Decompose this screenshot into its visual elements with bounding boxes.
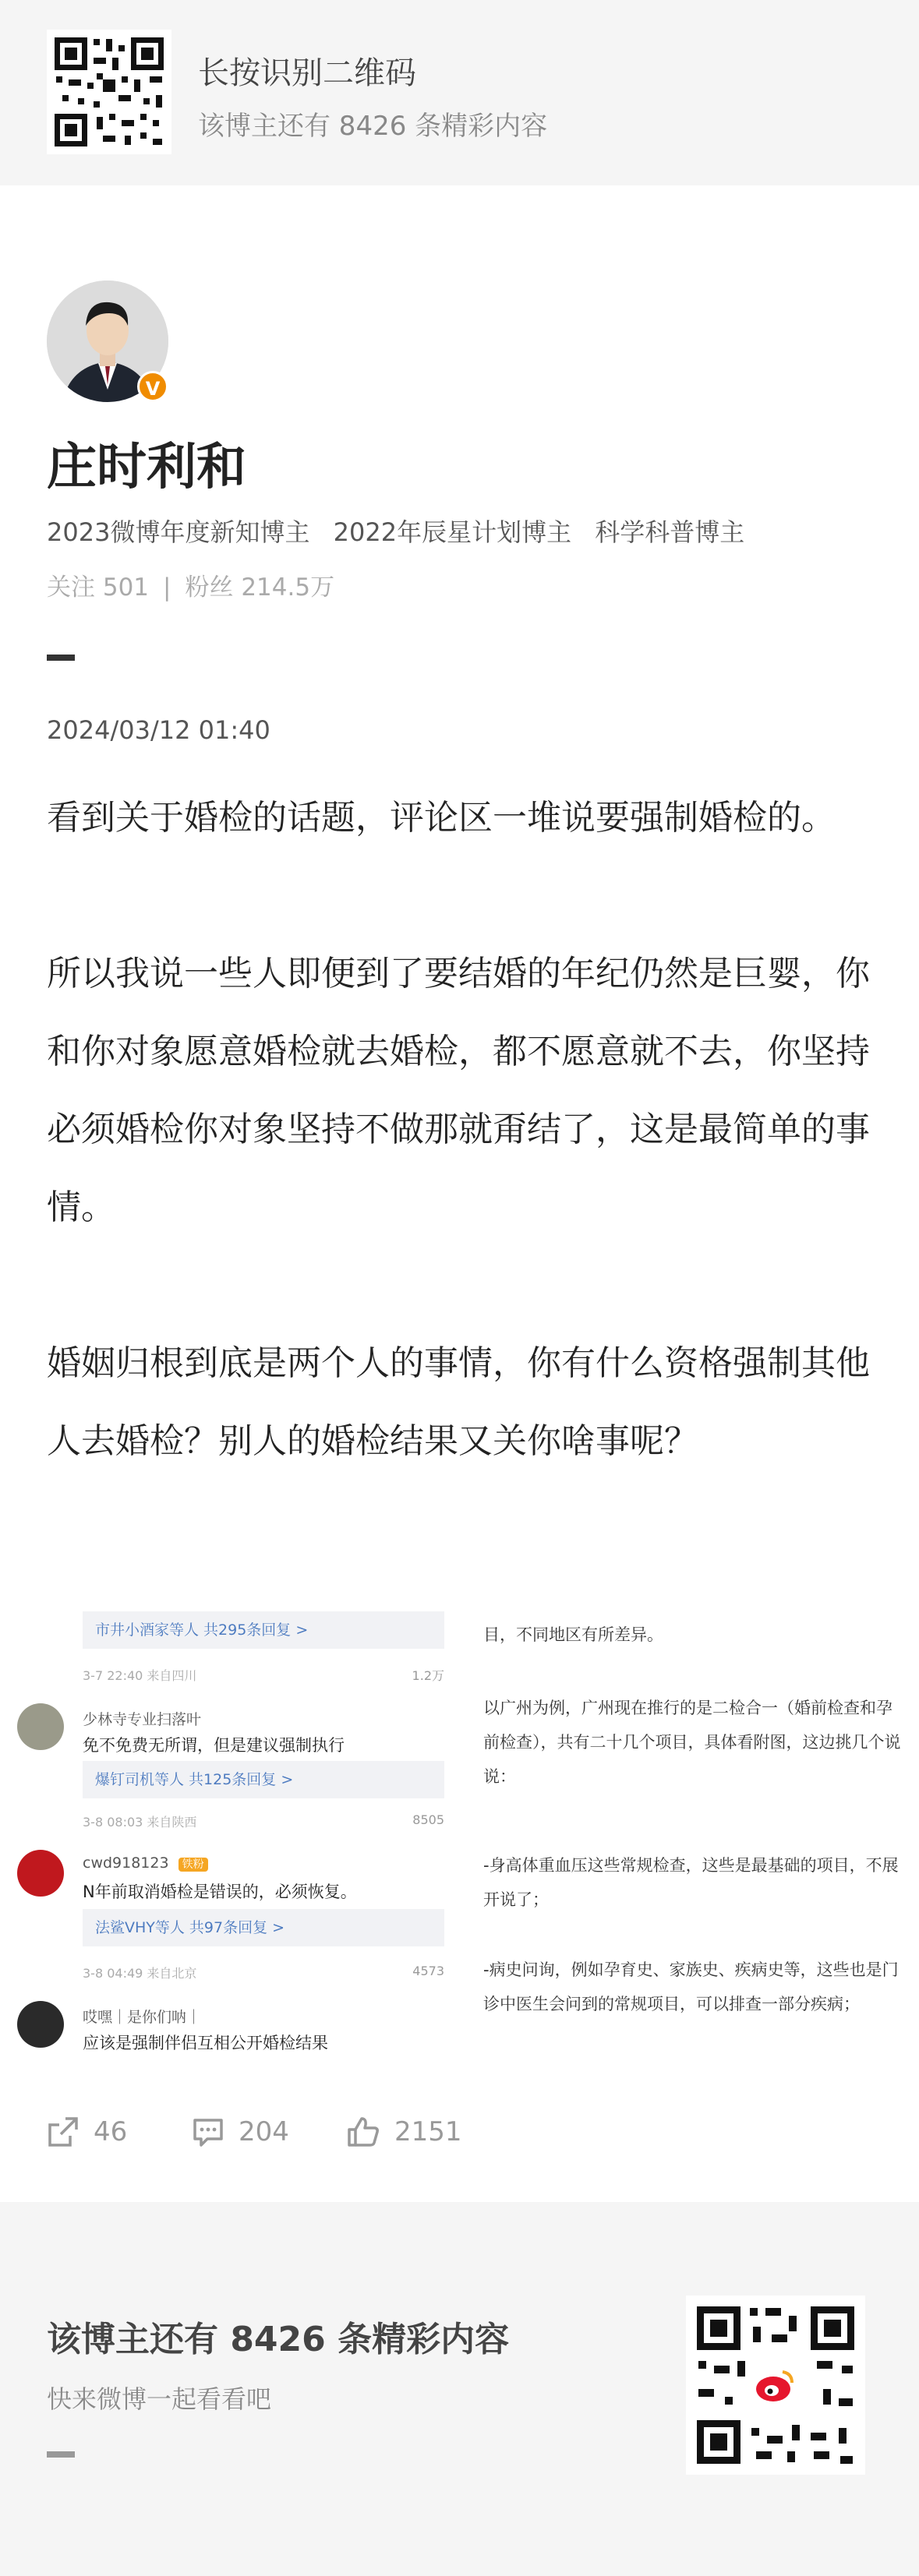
reply-summary: 市井小酒家等人 共295条回复 > — [83, 1611, 444, 1649]
banner-subtitle: 该博主还有 8426 条精彩内容 — [198, 111, 548, 142]
reply-summary: 法鲨VHY等人 共97条回复 > — [83, 1909, 444, 1946]
article-text: 目，不同地区有所差异。 — [483, 1625, 663, 1644]
profile-stats — [47, 567, 334, 602]
repost-button[interactable] — [47, 2108, 127, 2155]
comment-likes: 4573 — [412, 1964, 444, 1978]
post-image-article[interactable] — [460, 1594, 919, 2085]
comment-meta-text: 3-7 22:40 来自四川 — [83, 1668, 197, 1683]
like-button[interactable] — [346, 2108, 462, 2155]
repost-icon — [47, 2115, 80, 2148]
footer-subtitle: 快来微博一起看看吧 — [47, 2384, 272, 2414]
action-bar — [47, 2108, 873, 2155]
qr-banner — [0, 0, 919, 185]
comment-text: 免不免费无所谓，但是建议强制执行 — [83, 1736, 345, 1755]
comment-text: N年前取消婚检是错误的，必须恢复。 — [83, 1883, 357, 1901]
post-image-comments[interactable] — [0, 1594, 460, 2085]
comment-meta-text: 3-8 08:03 来自陕西 — [83, 1815, 197, 1830]
post-body — [47, 779, 873, 1480]
like-count: 2151 — [394, 2116, 462, 2147]
fan-badge: 铁粉 — [178, 1858, 208, 1872]
post-paragraph: 婚姻归根到底是两个人的事情，你有什么资格强制其他人去婚检？别人的婚检结果又关你啥事呢？ — [47, 1343, 870, 1461]
commenter-name: 少林寺专业扫落叶 — [83, 1711, 202, 1728]
divider — [47, 655, 75, 661]
banner-title: 长按识别二维码 — [198, 55, 416, 91]
repost-count: 46 — [94, 2116, 128, 2147]
comment-meta — [83, 1964, 444, 1981]
comment-meta — [83, 1666, 444, 1684]
comment-meta — [83, 1812, 444, 1830]
commenter-name: cwd918123 — [83, 1854, 169, 1872]
commenter-avatar — [17, 1850, 64, 1897]
commenter-avatar — [17, 1703, 64, 1750]
commenter-avatar — [17, 2001, 64, 2048]
profile-title: 科学科普博主 — [595, 517, 745, 547]
following-count[interactable]: 关注 501 — [47, 573, 150, 602]
article-text: 以广州为例，广州现在推行的是二检合一（婚前检查和孕前检查），共有二十几个项目，具体看附图，这边挑几个说说： — [483, 1699, 901, 1786]
qr-code-icon[interactable] — [47, 30, 171, 154]
article-text: -病史问询，例如孕育史、家族史、疾病史等，这些也是门诊中医生会问到的常规项目，可以排查一部分疾病； — [483, 1960, 899, 2013]
post-paragraph: 所以我说一些人即便到了要结婚的年纪仍然是巨婴，你和你对象愿意婚检就去婚检，都不愿意就不去，你坚持必须婚检你对象坚持不做那就甭结了，这是最简单的事情。 — [47, 954, 870, 1227]
comment-button[interactable] — [192, 2108, 289, 2155]
post-date: 2024/03/12 01:40 — [47, 715, 270, 745]
commenter-name-row — [83, 1854, 208, 1872]
like-icon — [346, 2115, 380, 2148]
profile-title: 2022年辰星计划博主 — [333, 517, 572, 547]
footer-divider — [47, 2451, 75, 2458]
followers-count[interactable]: 粉丝 214.5万 — [185, 573, 335, 602]
reply-summary: 爆钉司机等人 共125条回复 > — [83, 1761, 444, 1798]
comment-meta-text: 3-8 04:49 来自北京 — [83, 1966, 197, 1981]
stats-separator: | — [163, 573, 171, 602]
profile-name[interactable]: 庄时利和 — [47, 439, 246, 496]
article-text: -身高体重血压这些常规检查，这些是最基础的项目，不展开说了； — [483, 1856, 899, 1909]
profile-titles — [47, 513, 760, 549]
footer-title: 该博主还有 8426 条精彩内容 — [47, 2320, 510, 2359]
comment-likes: 1.2万 — [412, 1668, 444, 1683]
profile-title: 2023微博年度新知博主 — [47, 517, 310, 547]
comment-text: 应该是强制伴侣互相公开婚检结果 — [83, 2034, 328, 2052]
comment-icon — [192, 2115, 224, 2148]
post-paragraph: 看到关于婚检的话题，评论区一堆说要强制婚检的。 — [47, 798, 836, 838]
comment-likes: 8505 — [412, 1812, 444, 1827]
commenter-name: 哎嘿｜是你们呐｜ — [83, 2009, 202, 2026]
verified-badge-icon: V — [137, 371, 168, 402]
footer-promo — [0, 2202, 919, 2576]
weibo-qr-code-icon[interactable] — [686, 2295, 865, 2475]
comment-count: 204 — [239, 2116, 289, 2147]
